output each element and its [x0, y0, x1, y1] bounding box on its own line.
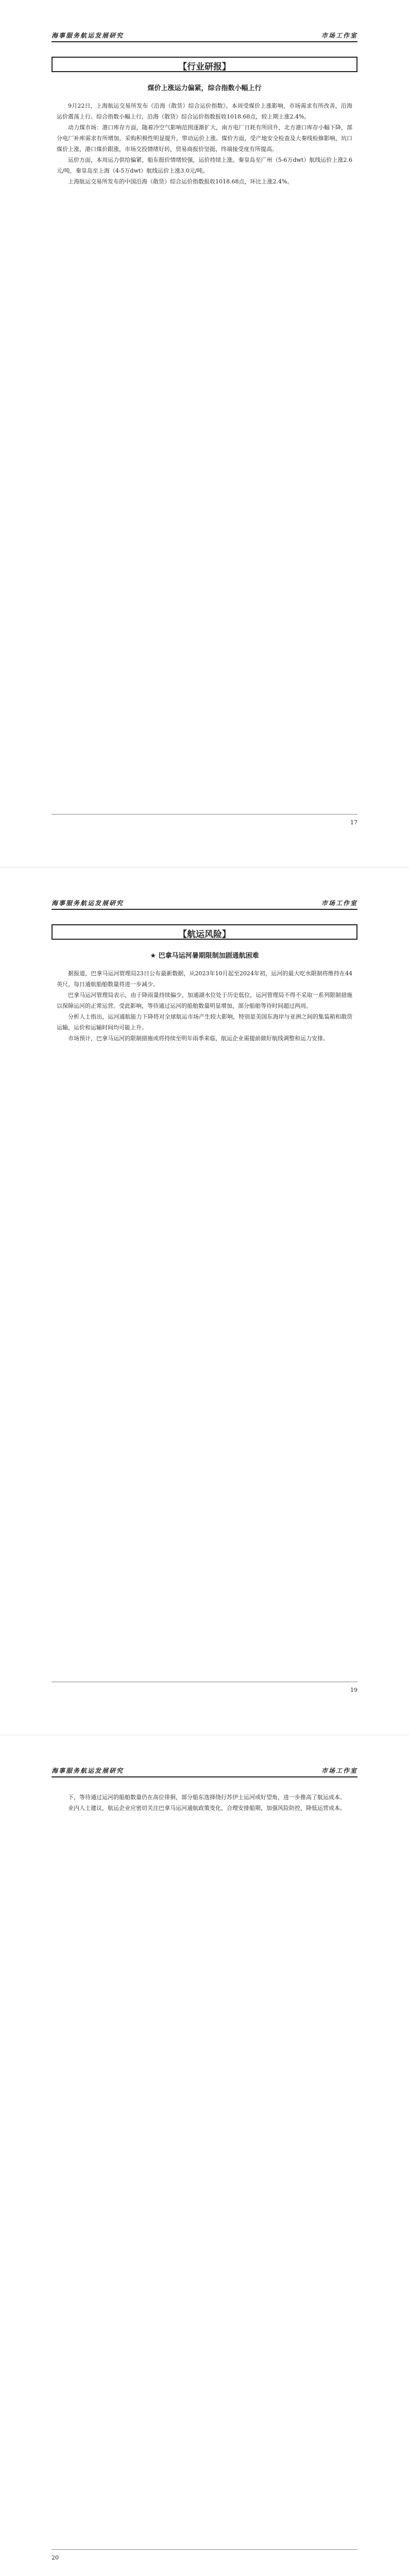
header-left: 海事服务航运发展研究 [52, 1767, 124, 1774]
section-title: 【行业研报】 [178, 62, 231, 72]
article-body [57, 100, 352, 187]
page-3 [0, 1735, 409, 2576]
page-1 [0, 0, 409, 868]
footer-line [52, 2549, 357, 2550]
paragraph: 市场预计，巴拿马运河的限制措施或将持续至明年雨季来临，航运企业需提前做好航线调整和运力安排。 [68, 1035, 329, 1042]
paragraph: 业内人士建议，航运企业应密切关注巴拿马运河通航政策变化，合理安排船期，加强风险防控，降低运营成本。 [68, 1805, 346, 1811]
page-number: 19 [350, 1687, 357, 1693]
running-header [52, 1765, 357, 1777]
header-right: 市场工作室 [321, 1767, 357, 1774]
article-body [57, 968, 352, 1044]
page-number: 17 [350, 819, 357, 826]
header-right: 市场工作室 [321, 900, 357, 907]
section-title: 【航运风险】 [178, 929, 231, 940]
header-left: 海事服务航运发展研究 [52, 900, 124, 907]
paragraph: 下，等待通过运河的船舶数量仍在高位徘徊，部分船东选择绕行苏伊士运河或好望角，进一步推高了航运成本。 [68, 1794, 346, 1801]
page-2 [0, 868, 409, 1735]
footer-line [52, 814, 357, 815]
paragraph: 上海航运交易所发布的中国沿海（散货）综合运价指数报收1018.68点，环比上涨2.4%。 [68, 178, 293, 185]
paragraph: 分析人士指出，运河通航能力下降将对全球航运市场产生较大影响，特别是美国东海岸与亚洲之间的集装箱和散货运输，运价和运输时间均可能上升。 [57, 1013, 352, 1031]
paragraph: 9月22日，上海航运交易所发布《沿海（散货）综合运价指数》。本周受煤价上涨影响，市场需求有所改善，沿海运价震荡上行。综合指数小幅上行，沿海（散货）综合运价指数报收1018.68点，较上期上涨2.4%。 [57, 103, 352, 120]
running-header [52, 30, 357, 42]
section-box [52, 924, 357, 940]
paragraph: 运价方面，本周运力供给偏紧，船东挺价情绪较强，运价持续上涨。秦皇岛至广州（5-6万dwt）航线运价上涨2.6元/吨，秦皇岛至上海（4-5万dwt）航线运价上涨3.0元/吨。 [57, 157, 352, 174]
running-header [52, 897, 357, 910]
paragraph: 据报道，巴拿马运河管理局23日公布最新数据，从2023年10月起至2024年初，运河的最大吃水限制将维持在44英尺，每日通航船舶数量将进一步减少。 [57, 970, 352, 988]
article-title: ★ 巴拿马运河暑期限制加剧通航困难 [150, 952, 259, 960]
header-right: 市场工作室 [321, 32, 357, 39]
article-title: 煤价上涨运力偏紧，综合指数小幅上行 [147, 84, 262, 92]
article-body [57, 1792, 352, 1814]
section-box [52, 57, 357, 72]
paragraph: 巴拿马运河管理局表示，由于降雨量持续偏少，加通湖水位处于历史低位，运河管理局不得不采取一系列限制措施以保障运河的正常运营。受此影响，等待通过运河的船舶数量明显增加，部分船舶等待时间超过两周。 [57, 992, 352, 1009]
paragraph: 动力煤市场：港口库存方面，随着冷空气影响范围逐渐扩大，南方电厂日耗有所回升，北方港口库存小幅下降，部分电厂补库需求有所增加，采购积极性明显提升，带动运价上涨。煤价方面，受产地安全检查及大秦线检修影响，坑口煤价上涨，港口煤价跟涨，市场交投情绪好转，贸易商报价坚挺，终端接受度有所提高。 [57, 124, 352, 152]
header-left: 海事服务航运发展研究 [52, 32, 124, 39]
page-number: 20 [52, 2554, 59, 2561]
